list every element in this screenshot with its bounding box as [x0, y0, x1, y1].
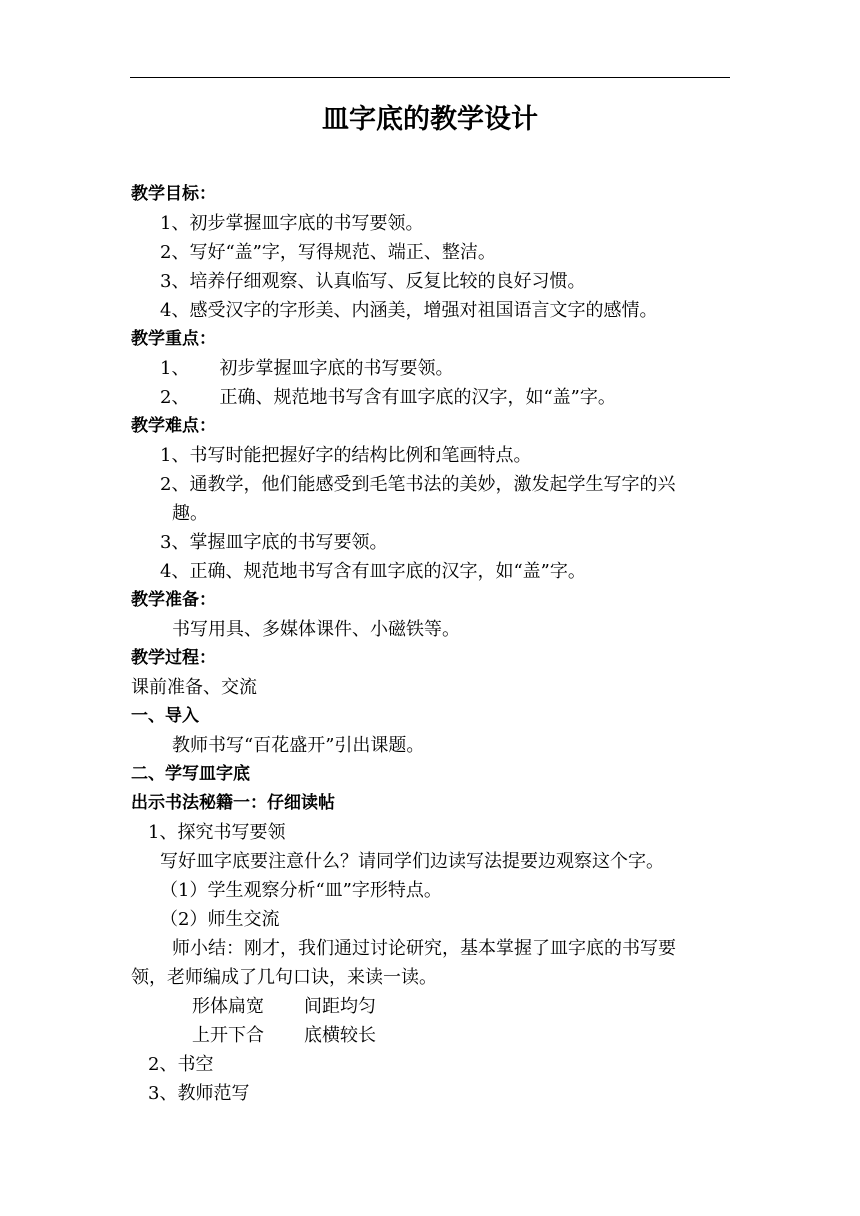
intro-heading: 一、导入 [131, 706, 199, 726]
difficulties-heading: 教学难点： [131, 416, 216, 436]
step-1: 1、探究书写要领 [148, 822, 286, 843]
intro-text: 教师书写“百花盛开”引出课题。 [172, 735, 425, 756]
summary-line: 师小结：刚才，我们通过讨论研究，基本掌握了皿字底的书写要 [172, 938, 676, 959]
preparation-text: 书写用具、多媒体课件、小磁铁等。 [172, 619, 460, 640]
process-heading: 教学过程： [131, 648, 216, 668]
key-point-text: 正确、规范地书写含有皿字底的汉字，如“盖”字。 [219, 387, 616, 408]
difficulty-item: 4、正确、规范地书写含有皿字底的汉字，如“盖”字。 [160, 561, 586, 582]
secret-heading: 出示书法秘籍一：仔细读帖 [131, 793, 335, 813]
summary-line: 领，老师编成了几句口诀，来读一读。 [131, 967, 437, 988]
preparation-heading: 教学准备： [131, 590, 216, 610]
rhyme-phrase: 上开下合 [192, 1025, 264, 1046]
difficulty-item: 1、书写时能把握好字的结构比例和笔画特点。 [160, 445, 532, 466]
objective-item: 1、初步掌握皿字底的书写要领。 [160, 213, 424, 234]
key-point-item [160, 354, 453, 383]
step-1-question: 写好皿字底要注意什么？请同学们边读写法提要边观察这个字。 [160, 851, 664, 872]
key-point-number: 1、 [160, 358, 190, 379]
objective-item: 3、培养仔细观察、认真临写、反复比较的良好习惯。 [160, 271, 586, 292]
difficulty-item-continuation: 趣。 [172, 503, 208, 524]
difficulty-item: 3、掌握皿字底的书写要领。 [160, 532, 388, 553]
rhyme-phrase: 形体扁宽 [192, 996, 264, 1017]
step-2: 2、书空 [148, 1054, 214, 1075]
pre-class-text: 课前准备、交流 [131, 677, 257, 698]
rhyme-phrase: 间距均匀 [304, 996, 376, 1017]
document-title: 皿字底的教学设计 [322, 104, 538, 135]
step-1-substep: （1）学生观察分析“皿”字形特点。 [160, 880, 442, 901]
objective-item: 2、写好“盖”字，写得规范、端正、整洁。 [160, 242, 496, 263]
difficulty-item: 2、通教学，他们能感受到毛笔书法的美妙，激发起学生写字的兴 [160, 474, 676, 495]
step-3: 3、教师范写 [148, 1083, 250, 1104]
objective-item: 4、感受汉字的字形美、内涵美，增强对祖国语言文字的感情。 [160, 300, 658, 321]
objectives-heading: 教学目标： [131, 184, 216, 204]
key-point-item [160, 383, 616, 412]
key-point-number: 2、 [160, 387, 190, 408]
step-1-substep: （2）师生交流 [160, 909, 280, 930]
key-points-heading: 教学重点： [131, 329, 216, 349]
key-point-text: 初步掌握皿字底的书写要领。 [219, 358, 454, 379]
part2-heading: 二、学写皿字底 [131, 764, 250, 784]
header-rule [130, 77, 730, 78]
rhyme-phrase: 底横较长 [304, 1025, 376, 1046]
